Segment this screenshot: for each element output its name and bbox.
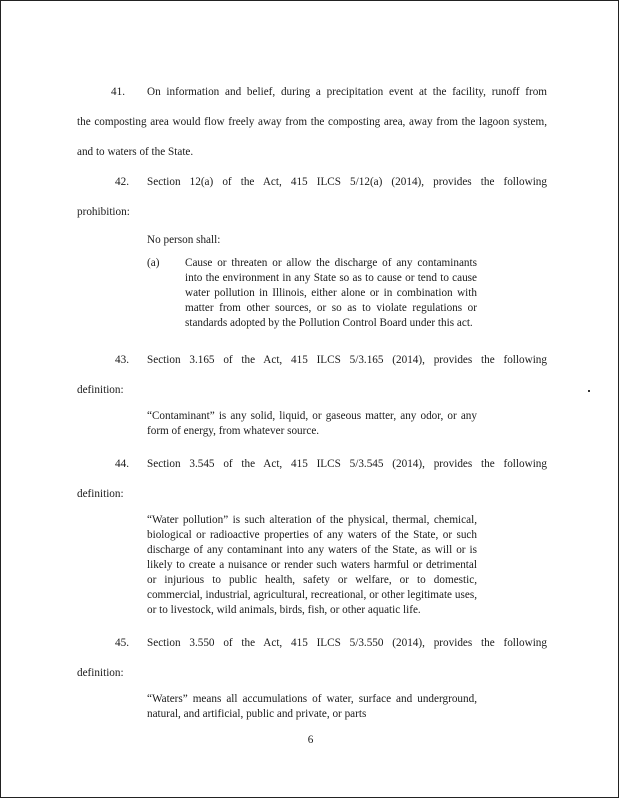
paragraph-text: On information and belief, during a precipitation event at the facility, runoff from — [147, 86, 547, 98]
definition-quote-water-pollution: “Water pollution” is such alteration of the physical, thermal, chemical, biological or radioactive properties of any waters of the State, or such discharge of any contaminant into any waters of the State, as will or is likely to create a nuisance or render such waters harmful or detrimental or injurious to public health, safety or welfare, or to domestic, commercial, industrial, agricultural, recreational, or other legitimate uses, or to livestock, wild animals, birds, fish, or other aquatic life. — [147, 514, 477, 616]
paragraph-number: 43. — [115, 354, 129, 366]
document-body — [77, 77, 547, 732]
quote-intro: No person shall: — [147, 234, 221, 246]
paragraph-43-line1 — [77, 345, 547, 375]
paragraph-45-line1 — [77, 628, 547, 658]
paragraph-text: Section 3.545 of the Act, 415 ILCS 5/3.545 (2014), provides the following — [147, 458, 547, 470]
statute-subsection — [147, 256, 477, 331]
paragraph-44-rest: definition: — [77, 488, 124, 500]
paragraph-number: 44. — [115, 458, 129, 470]
paragraph-text: Section 3.550 of the Act, 415 ILCS 5/3.550 (2014), provides the following — [147, 637, 547, 649]
paragraph-number: 41. — [111, 86, 125, 98]
paragraph-42-line1 — [77, 167, 547, 197]
paragraph-number: 45. — [115, 637, 129, 649]
subsection-label: (a) — [147, 257, 160, 269]
paragraph-44-line1 — [77, 449, 547, 479]
paragraph-42-rest: prohibition: — [77, 206, 130, 218]
page-number: 6 — [307, 734, 314, 746]
page-bottom-border — [1, 797, 618, 798]
subsection-text: Cause or threaten or allow the discharge of any contaminants into the environment in any State so as to cause or tend to cause water pollution in Illinois, either alone or in combination with matter from other sources, or so as to violate regulations or standards adopted by the Pollution Control Board under this act. — [185, 257, 477, 329]
paragraph-number: 42. — [115, 176, 129, 188]
paragraph-41-line1 — [77, 77, 547, 107]
paragraph-43-rest: definition: — [77, 384, 124, 396]
paragraph-45-rest: definition: — [77, 667, 124, 679]
paragraph-text: Section 3.165 of the Act, 415 ILCS 5/3.165 (2014), provides the following — [147, 354, 547, 366]
scan-speck — [588, 390, 590, 392]
paragraph-text: Section 12(a) of the Act, 415 ILCS 5/12(a) (2014), provides the following — [147, 176, 547, 188]
definition-quote-waters: “Waters” means all accumulations of water, surface and underground, natural, and artificial, public and private, or parts — [147, 693, 477, 720]
definition-quote-contaminant: “Contaminant” is any solid, liquid, or gaseous matter, any odor, or any form of energy, from whatever source. — [147, 410, 477, 437]
paragraph-41-rest: the composting area would flow freely away from the composting area, away from the lagoon system, and to waters of the State. — [77, 116, 547, 158]
